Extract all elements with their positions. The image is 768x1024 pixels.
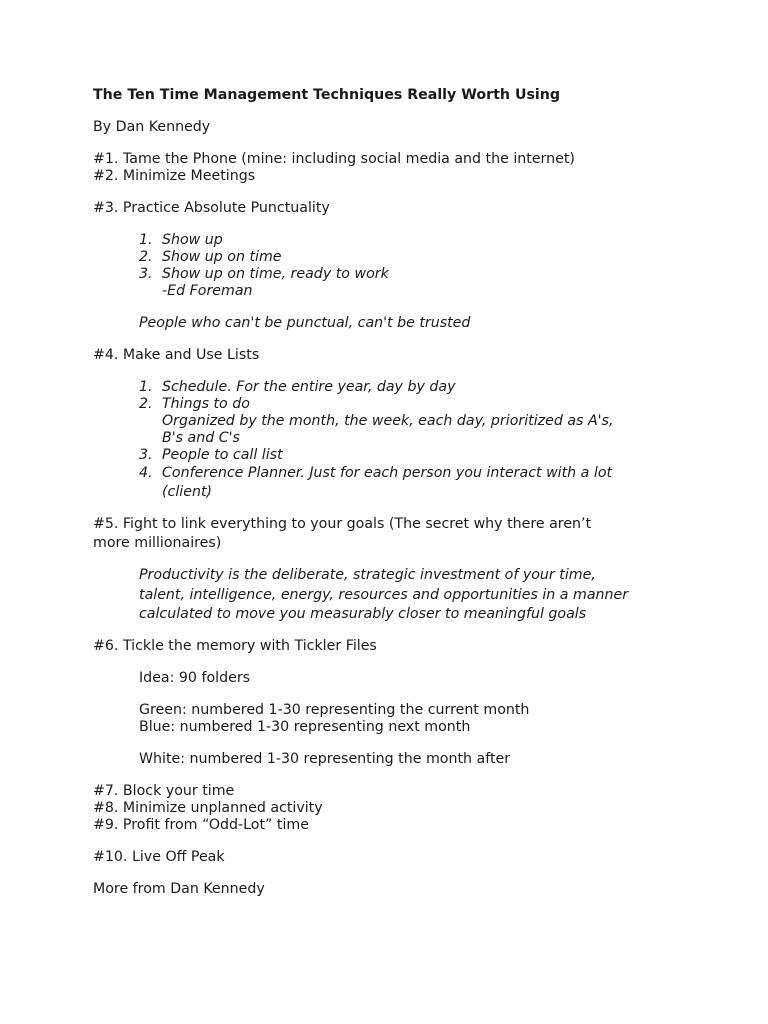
technique-2: #2. Minimize Meetings <box>93 168 256 184</box>
list-number: 3. <box>139 266 153 282</box>
technique-8: #8. Minimize unplanned activity <box>93 799 323 816</box>
list-item <box>93 464 693 502</box>
list-number: 2. <box>139 396 153 412</box>
list-item-text: Things to do <box>162 396 250 412</box>
document-title: The Ten Time Management Techniques Really Worth Using <box>93 87 561 103</box>
technique-5-line-2: more millionaires) <box>93 535 222 551</box>
lists-list <box>93 379 693 502</box>
technique-7: #7. Block your time <box>93 782 235 799</box>
list-number: 4. <box>139 465 153 481</box>
list-item-continuation: (client) <box>162 484 213 500</box>
list-item-continuation: Organized by the month, the week, each day, prioritized as A's, <box>162 413 614 429</box>
list-number: 3. <box>139 447 153 463</box>
tickler-idea: Idea: 90 folders <box>139 669 251 686</box>
list-item <box>93 379 693 396</box>
list-item-text: People to call list <box>162 447 283 463</box>
punctuality-list <box>93 232 693 300</box>
tickler-white: White: numbered 1-30 representing the month after <box>139 750 511 767</box>
list-number: 1. <box>139 232 153 248</box>
quote-attribution: -Ed Foreman <box>162 283 253 299</box>
list-item-text: Show up on time <box>162 249 282 265</box>
list-number: 2. <box>139 249 153 265</box>
tickler-green: Green: numbered 1-30 representing the current month <box>139 701 530 718</box>
technique-4: #4. Make and Use Lists <box>93 347 260 363</box>
list-item-continuation: B's and C's <box>162 430 240 446</box>
list-item <box>93 447 693 464</box>
technique-3: #3. Practice Absolute Punctuality <box>93 200 330 216</box>
technique-5-line-1: #5. Fight to link everything to your goals (The secret why there aren’t <box>93 516 592 532</box>
list-item-text: Show up <box>162 232 223 248</box>
productivity-line-2: talent, intelligence, energy, resources and opportunities in a manner <box>139 586 629 603</box>
list-item-text: Show up on time, ready to work <box>162 266 389 282</box>
list-item <box>93 249 693 266</box>
productivity-line-3: calculated to move you measurably closer to meaningful goals <box>139 606 587 622</box>
technique-9: #9. Profit from “Odd-Lot” time <box>93 816 309 833</box>
author-line: By Dan Kennedy <box>93 119 211 135</box>
tickler-blue: Blue: numbered 1-30 representing next month <box>139 718 471 735</box>
list-item <box>93 396 693 447</box>
technique-1: #1. Tame the Phone (mine: including social media and the internet) <box>93 151 575 167</box>
technique-10: #10. Live Off Peak <box>93 848 225 865</box>
list-item-text: Schedule. For the entire year, day by day <box>162 379 456 395</box>
technique-6: #6. Tickle the memory with Tickler Files <box>93 637 377 654</box>
list-item-text: Conference Planner. Just for each person you interact with a lot <box>162 465 613 481</box>
list-item <box>93 232 693 249</box>
footer-more-link: More from Dan Kennedy <box>93 880 265 897</box>
list-item <box>93 266 693 300</box>
productivity-line-1: Productivity is the deliberate, strategic investment of your time, <box>139 567 596 583</box>
punctuality-quote: People who can't be punctual, can't be trusted <box>139 315 471 331</box>
document-page <box>93 87 693 898</box>
list-number: 1. <box>139 379 153 395</box>
